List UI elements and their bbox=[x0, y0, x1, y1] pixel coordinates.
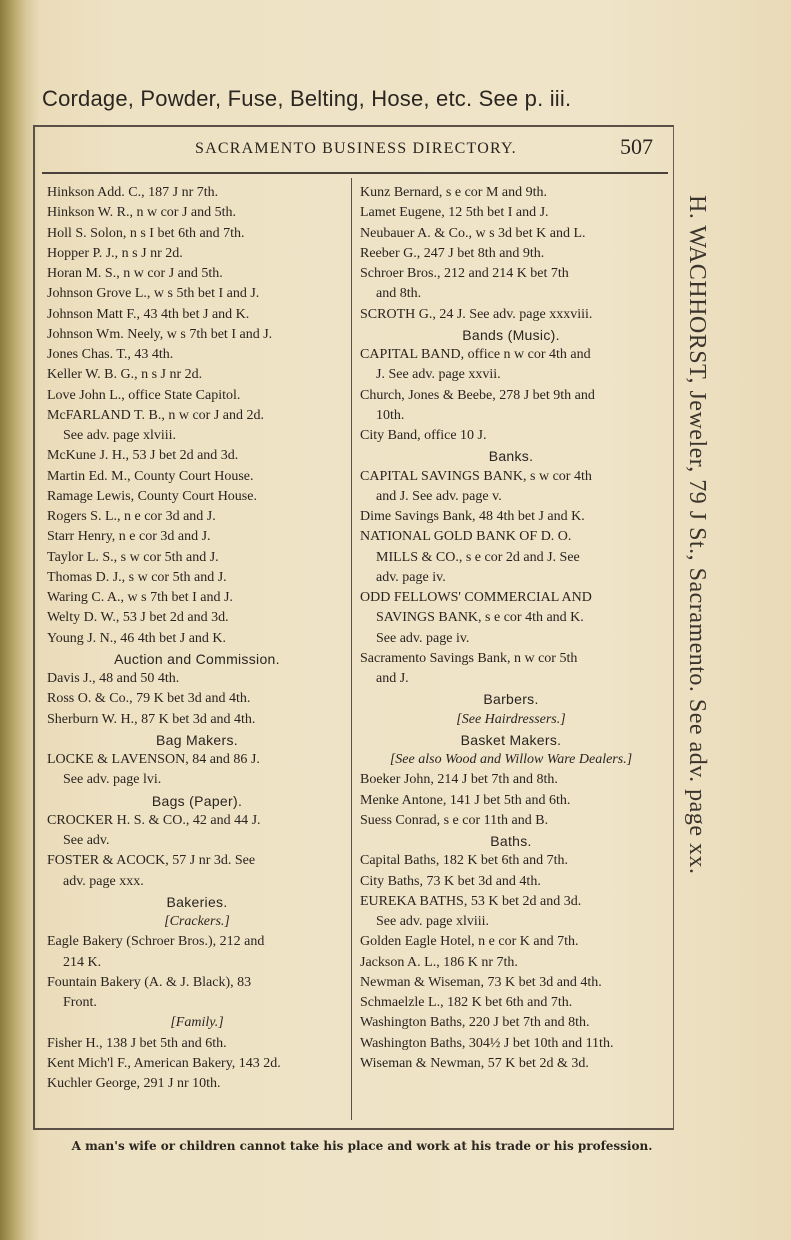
directory-entry: Love John L., office State Capitol. bbox=[47, 387, 241, 403]
directory-entry: Newman & Wiseman, 73 K bet 3d and 4th. bbox=[360, 974, 602, 990]
footer-quote: A man's wife or children cannot take his place and work at his trade or his profession. bbox=[71, 1139, 653, 1153]
directory-entry: Johnson Wm. Neely, w s 7th bet I and J. bbox=[47, 326, 273, 342]
section-heading: Bag Makers. bbox=[156, 731, 238, 748]
directory-entry: Holl S. Solon, n s I bet 6th and 7th. bbox=[47, 225, 245, 241]
directory-entry: Fountain Bakery (A. & J. Black), 83 bbox=[47, 974, 252, 990]
directory-entry: Washington Baths, 220 J bet 7th and 8th. bbox=[360, 1015, 590, 1031]
directory-entry: Taylor L. S., s w cor 5th and J. bbox=[47, 549, 219, 565]
entry-continuation: and J. See adv. page v. bbox=[376, 488, 502, 504]
entry-continuation: and J. bbox=[376, 671, 409, 686]
directory-entry: FOSTER & ACOCK, 57 J nr 3d. See bbox=[47, 853, 256, 869]
directory-entry: CROCKER H. S. & CO., 42 and 44 J. bbox=[47, 812, 261, 828]
entry-continuation: 10th. bbox=[376, 407, 405, 423]
header-rule bbox=[42, 172, 668, 174]
subheading: [See also Wood and Willow Ware Dealers.] bbox=[389, 752, 633, 767]
directory-entry: Neubauer A. & Co., w s 3d bet K and L. bbox=[360, 225, 586, 241]
directory-entry: Martin Ed. M., County Court House. bbox=[47, 468, 254, 484]
directory-entry: Welty D. W., 53 J bet 2d and 3d. bbox=[47, 610, 229, 626]
directory-entry: Rogers S. L., n e cor 3d and J. bbox=[47, 509, 216, 524]
directory-entry: Suess Conrad, s e cor 11th and B. bbox=[360, 812, 549, 828]
subheading: [See Hairdressers.] bbox=[456, 711, 566, 727]
directory-entry: Wiseman & Newman, 57 K bet 2d & 3d. bbox=[360, 1055, 589, 1071]
left-column bbox=[47, 183, 347, 1094]
section-heading: Bakeries. bbox=[166, 893, 228, 910]
directory-entry: Church, Jones & Beebe, 278 J bet 9th and bbox=[360, 387, 595, 403]
directory-entry: Horan M. S., n w cor J and 5th. bbox=[47, 266, 223, 281]
directory-entry: McKune J. H., 53 J bet 2d and 3d. bbox=[47, 448, 239, 464]
directory-entry: Johnson Grove L., w s 5th bet I and J. bbox=[47, 286, 260, 302]
entry-continuation: See adv. bbox=[63, 833, 110, 848]
section-heading: Baths. bbox=[490, 833, 532, 849]
directory-entry: Lamet Eugene, 12 5th bet I and J. bbox=[360, 205, 549, 221]
directory-entry: CAPITAL BAND, office n w cor 4th and bbox=[360, 347, 591, 362]
right-column bbox=[360, 183, 662, 1074]
directory-entry: Ramage Lewis, County Court House. bbox=[47, 488, 257, 504]
side-advertisement-strip bbox=[676, 195, 716, 1065]
entry-continuation: adv. page xxx. bbox=[63, 873, 144, 889]
directory-entry: Hinkson Add. C., 187 J nr 7th. bbox=[47, 185, 219, 200]
entry-continuation: adv. page iv. bbox=[376, 569, 446, 585]
directory-entry: Davis J., 48 and 50 4th. bbox=[47, 671, 180, 686]
entry-continuation: SAVINGS BANK, s e cor 4th and K. bbox=[376, 610, 584, 626]
directory-entry: Boeker John, 214 J bet 7th and 8th. bbox=[360, 772, 558, 788]
directory-entry: ODD FELLOWS' COMMERCIAL AND bbox=[360, 590, 592, 605]
directory-entry: Kuchler George, 291 J nr 10th. bbox=[47, 1076, 221, 1091]
directory-entry: Washington Baths, 304½ J bet 10th and 11th. bbox=[360, 1035, 614, 1051]
directory-entry: City Band, office 10 J. bbox=[360, 428, 487, 443]
entry-continuation: MILLS & CO., s e cor 2d and J. See bbox=[376, 549, 580, 565]
directory-entry: Sacramento Savings Bank, n w cor 5th bbox=[360, 650, 578, 666]
directory-entry: SCROTH G., 24 J. See adv. page xxxviii. bbox=[360, 306, 593, 322]
directory-entry: Menke Antone, 141 J bet 5th and 6th. bbox=[360, 792, 571, 808]
directory-entry: Reeber G., 247 J bet 8th and 9th. bbox=[360, 245, 545, 261]
directory-entry: CAPITAL SAVINGS BANK, s w cor 4th bbox=[360, 468, 592, 484]
entry-continuation: and 8th. bbox=[376, 286, 422, 302]
directory-entry: NATIONAL GOLD BANK OF D. O. bbox=[360, 529, 572, 545]
directory-entry: Hopper P. J., n s J nr 2d. bbox=[47, 245, 183, 261]
running-head: SACRAMENTO BUSINESS DIRECTORY. bbox=[195, 140, 517, 157]
section-heading: Bags (Paper). bbox=[151, 792, 243, 809]
entry-continuation: 214 K. bbox=[63, 954, 102, 970]
directory-entry: Sherburn W. H., 87 K bet 3d and 4th. bbox=[47, 711, 256, 727]
directory-entry: Schroer Bros., 212 and 214 K bet 7th bbox=[360, 266, 569, 281]
directory-entry: Waring C. A., w s 7th bet I and J. bbox=[47, 590, 233, 605]
entry-continuation: See adv. page xlviii. bbox=[376, 914, 490, 929]
section-heading: Bands (Music). bbox=[462, 326, 560, 343]
directory-entry: Dime Savings Bank, 48 4th bet J and K. bbox=[360, 509, 585, 524]
directory-entry: Jackson A. L., 186 K nr 7th. bbox=[360, 954, 518, 970]
header-advertisement: Cordage, Powder, Fuse, Belting, Hose, etc. See p. iii. bbox=[42, 86, 572, 111]
directory-entry: Starr Henry, n e cor 3d and J. bbox=[47, 529, 211, 545]
section-heading: Banks. bbox=[488, 448, 534, 465]
page-number: 507 bbox=[620, 134, 653, 159]
directory-entry: Kunz Bernard, s e cor M and 9th. bbox=[360, 185, 548, 200]
entry-continuation: See adv. page lvi. bbox=[63, 772, 162, 788]
directory-entry: Schmaelzle L., 182 K bet 6th and 7th. bbox=[360, 995, 573, 1010]
entry-continuation: See adv. page xlviii. bbox=[63, 428, 177, 443]
side-advertisement: H. WACHHORST, Jeweler, 79 J St., Sacramento. See adv. page xx. bbox=[684, 195, 710, 875]
directory-entry: Keller W. B. G., n s J nr 2d. bbox=[47, 367, 203, 383]
directory-entry: Ross O. & Co., 79 K bet 3d and 4th. bbox=[47, 691, 251, 707]
subheading: [Crackers.] bbox=[164, 914, 230, 929]
directory-entry: Capital Baths, 182 K bet 6th and 7th. bbox=[360, 853, 569, 869]
directory-entry: Johnson Matt F., 43 4th bet J and K. bbox=[47, 306, 250, 322]
directory-entry: Eagle Bakery (Schroer Bros.), 212 and bbox=[47, 934, 265, 950]
directory-entry: Thomas D. J., s w cor 5th and J. bbox=[47, 569, 227, 585]
directory-entry: Kent Mich'l F., American Bakery, 143 2d. bbox=[47, 1055, 281, 1071]
section-heading: Auction and Commission. bbox=[114, 650, 280, 667]
directory-entry: Hinkson W. R., n w cor J and 5th. bbox=[47, 205, 236, 221]
section-heading: Barbers. bbox=[483, 691, 539, 708]
directory-entry: Fisher H., 138 J bet 5th and 6th. bbox=[47, 1035, 227, 1051]
directory-entry: EUREKA BATHS, 53 K bet 2d and 3d. bbox=[360, 893, 582, 909]
directory-entry: Young J. N., 46 4th bet J and K. bbox=[47, 630, 227, 646]
entry-continuation: J. See adv. page xxvii. bbox=[376, 367, 501, 383]
entry-continuation: See adv. page iv. bbox=[376, 630, 470, 646]
directory-entry: Golden Eagle Hotel, n e cor K and 7th. bbox=[360, 934, 579, 950]
directory-entry: City Baths, 73 K bet 3d and 4th. bbox=[360, 873, 541, 889]
directory-entry: McFARLAND T. B., n w cor J and 2d. bbox=[47, 407, 264, 423]
entry-continuation: Front. bbox=[63, 995, 97, 1010]
column-divider bbox=[351, 178, 352, 1120]
section-heading: Basket Makers. bbox=[460, 731, 562, 748]
subheading: [Family.] bbox=[170, 1015, 224, 1031]
directory-entry: LOCKE & LAVENSON, 84 and 86 J. bbox=[47, 752, 260, 767]
directory-entry: Jones Chas. T., 43 4th. bbox=[47, 347, 174, 362]
